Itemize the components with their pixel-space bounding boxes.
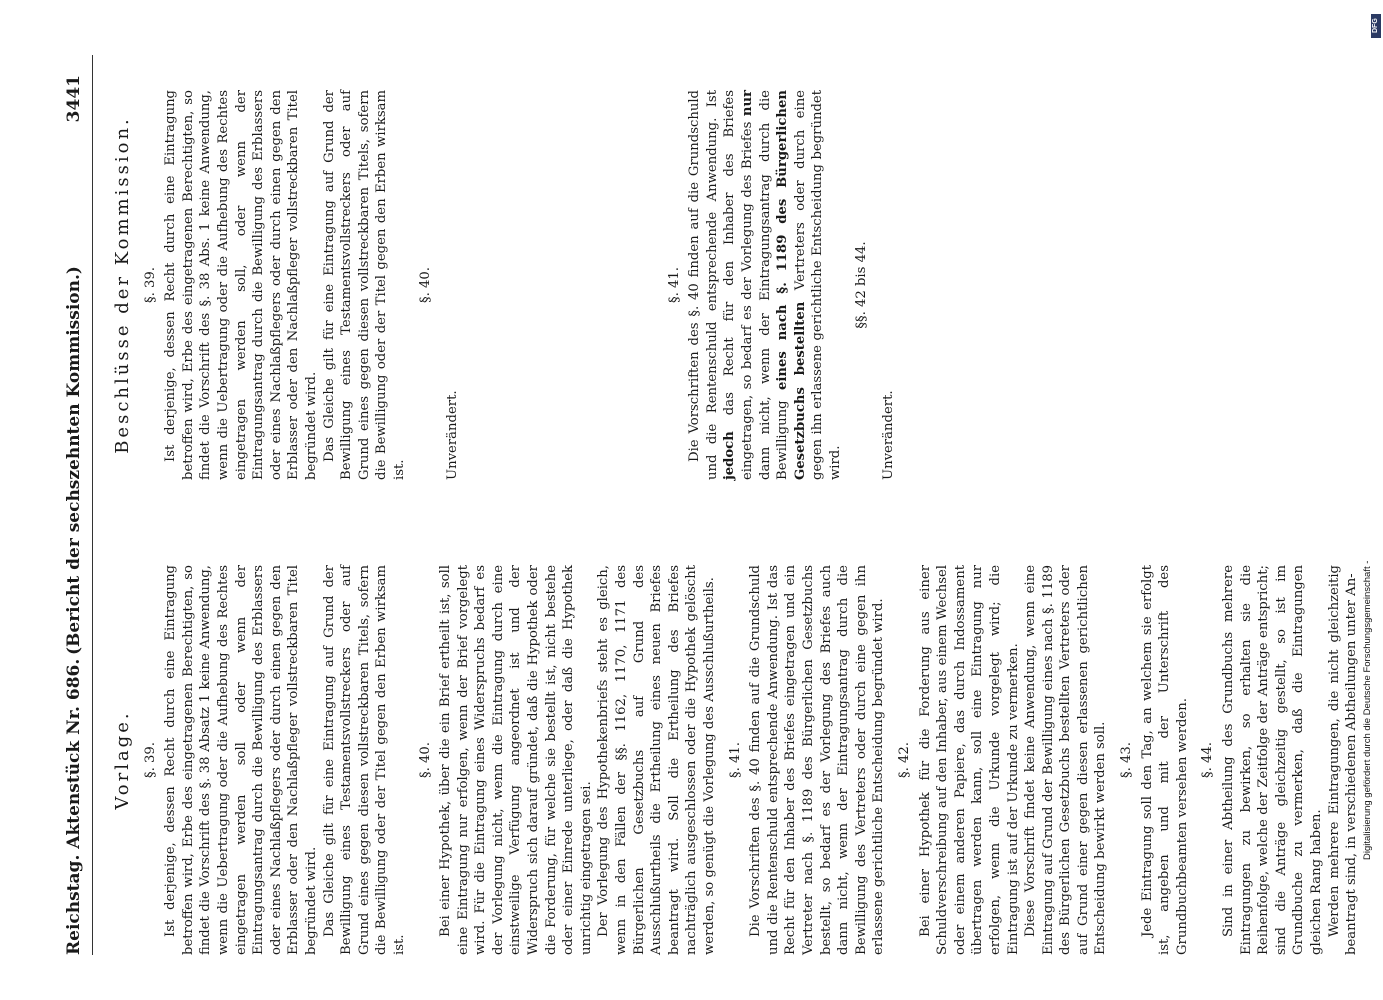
section-heading: §. 43.: [1119, 742, 1135, 778]
bold-text-run: eines nach §. 1189 des Bürgerlichen Gesetzbuchs bestellten: [775, 89, 808, 480]
paragraph: Der Vorlegung des Hypothekenbriefs steht es gleich, wenn in den Fällen der §§. 1162, 1170, 1171 des Bürgerlichen Gesetzbuchs auf Grund des Ausschlußurtheils die Ertheilung eines neuen Briefes beantragt wird. Soll die Ertheilung des Briefes nachträglich ausgeschlossen oder die Hypothek gelöscht werden, so genügt die Vorlegung des Ausschlußurtheils.: [596, 565, 717, 955]
digitization-credit: Digitalisierung gefördert durch die Deutsche Forschungsgemeinschaft -: [1362, 560, 1373, 860]
section-heading: §. 40.: [417, 742, 433, 778]
paragraph: Das Gleiche gilt für eine Eintragung auf Grund der Bewilligung eines Testamentsvollstreckers oder auf Grund eines gegen diesen vollstreckbaren Titels, sofern die Bewilligung oder der Titel gegen den Erben wirksam ist.: [321, 90, 407, 480]
column-beschluesse: [100, 90, 904, 480]
bold-text-run: nur: [740, 90, 756, 117]
column-title: Beschlüsse der Kommission.: [112, 116, 133, 454]
header-rule: [92, 55, 93, 955]
unchanged-note: Unverändert.: [445, 390, 461, 480]
text-run: dann nicht, wenn der Eintragungsantrag durch die Bewilligung: [757, 90, 791, 480]
paragraph: Sind in einer Abtheilung des Grundbuchs mehrere Eintragungen zu bewirken, so erhalten sie die Reihenfolge, welche der Zeitfolge der Anträge entspricht; sind die Anträge gleichzeitig gestellt, so ist im Grundbuche zu vermerken, daß die Eintragungen gleichen Rang haben.: [1221, 565, 1324, 955]
paragraph: [686, 90, 844, 480]
column-title: Vorlage.: [112, 710, 133, 810]
unchanged-note: Unverändert.: [881, 390, 897, 480]
paragraph: Werden mehrere Eintragungen, die nicht gleichzeitig beantragt sind, in verschiedenen Abtheilungen unter An-: [1326, 565, 1360, 955]
section-heading: §§. 42 bis 44.: [853, 241, 869, 329]
section-heading: §. 39.: [142, 267, 158, 303]
section-heading: §. 42.: [896, 742, 912, 778]
column-spacer: [468, 90, 658, 480]
document-header-left: Reichstag. Aktenstück Nr. 686.: [64, 658, 84, 955]
rotated-page: [50, 55, 1360, 955]
paragraph: Jede Eintragung soll den Tag, an welchem sie erfolgt ist, angeben und mit der Unterschrift des Grundbuchbeamten versehen werden.: [1139, 565, 1190, 955]
section-heading: §. 39.: [142, 742, 158, 778]
column-vorlage: [100, 565, 1361, 955]
section-heading: §. 41.: [727, 742, 743, 778]
paragraph: Die Vorschriften des §. 40 finden auf die Grundschuld und die Rentenschuld entsprechende Anwendung. Ist das Recht für den Inhaber des Briefes eingetragen und ein Vertreter nach §. 1189 des Bürgerlichen Gesetzbuchs bestellt, so bedarf es der Vorlegung des Briefes auch dann nicht, wenn der Eintragungsantrag durch die Bewilligung des Vertreters oder durch eine gegen ihn erlassene gerichtliche Entscheidung begründet wird.: [748, 565, 887, 955]
text-run: Vertreters oder durch eine gegen ihn erlassene gerichtliche Entscheidung begründet wird.: [792, 90, 844, 480]
document-header-middle: (Bericht der sechszehnten Kommission.): [64, 266, 84, 655]
paragraph: Diese Vorschrift findet keine Anwendung, wenn eine Eintragung auf Grund der Bewilligung eines nach §. 1189 des Bürgerlichen Gesetzbuchs bestellten Vertreters oder auf Grund einer gegen diesen erlassenen gerichtlichen Entscheidung bewirkt werden soll.: [1023, 565, 1109, 955]
text-run: das Recht für den Inhaber des Briefes eingetragen, so bedarf es der Vorlegung des Briefes: [722, 90, 756, 480]
paragraph: Ist derjenige, dessen Recht durch eine Eintragung betroffen wird, Erbe des eingetragenen Berechtigten, so findet die Vorschrift des §. 38 Abs. 1 keine Anwendung, wenn die Uebertragung oder die Aufhebung des Rechtes eingetragen werden soll, oder wenn der Eintragungsantrag durch die Bewilligung des Erblassers oder eines Nachlaßpflegers oder durch einen gegen den Erblasser oder den Nachlaßpfleger vollstreckbaren Titel begründet wird.: [163, 90, 319, 480]
paragraph: Ist derjenige, dessen Recht durch eine Eintragung betroffen wird, Erbe des eingetragenen Berechtigten, so findet die Vorschrift des §. 38 Absatz 1 keine Anwendung, wenn die Uebertragung oder die Aufhebung des Rechtes eingetragen werden soll oder wenn der Eintragungsantrag durch die Bewilligung des Erblassers oder eines Nachlaßpflegers oder durch einen gegen den Erblasser oder den Nachlaßpfleger vollstreckbaren Titel begründet wird.: [163, 565, 319, 955]
paragraph: Bei einer Hypothek für die Forderung aus einer Schuldverschreibung auf den Inhaber, aus einem Wechsel oder einem anderen Papiere, das durch Indossament übertragen werden kann, soll eine Eintragung nur erfolgen, wenn die Urkunde vorgelegt wird; die Eintragung ist auf der Urkunde zu vermerken.: [917, 565, 1021, 955]
paragraph: Bei einer Hypothek, über die ein Brief ertheilt ist, soll eine Eintragung nur erfolgen, wenn der Brief vorgelegt wird. Für die Eintragung eines Widerspruchs bedarf es der Vorlegung nicht, wenn die Eintragung durch eine einstweilige Verfügung angeordnet ist und der Widerspruch sich darauf gründet, daß die Hypothek oder die Forderung, für welche sie bestellt ist, nicht bestehe oder einer Einrede unterliege, oder daß die Hypothek unrichtig eingetragen sei.: [438, 565, 594, 955]
paragraph: Das Gleiche gilt für eine Eintragung auf Grund der Bewilligung eines Testamentsvollstreckers oder auf Grund eines gegen diesen vollstreckbaren Titels, sofern die Bewilligung oder der Titel gegen den Erben wirksam ist.: [321, 565, 407, 955]
bold-text-run: jedoch: [722, 431, 738, 480]
text-run: Die Vorschriften des §. 40 finden auf die Grundschuld und die Rentenschuld entsprechende Anwendung. Ist: [687, 90, 720, 480]
section-heading: §. 44.: [1200, 742, 1216, 778]
section-heading: §. 40.: [417, 267, 433, 303]
dfg-logo-badge: DFG: [1371, 14, 1381, 38]
section-heading: §. 41.: [666, 267, 682, 303]
page-number: 3441: [64, 75, 84, 123]
